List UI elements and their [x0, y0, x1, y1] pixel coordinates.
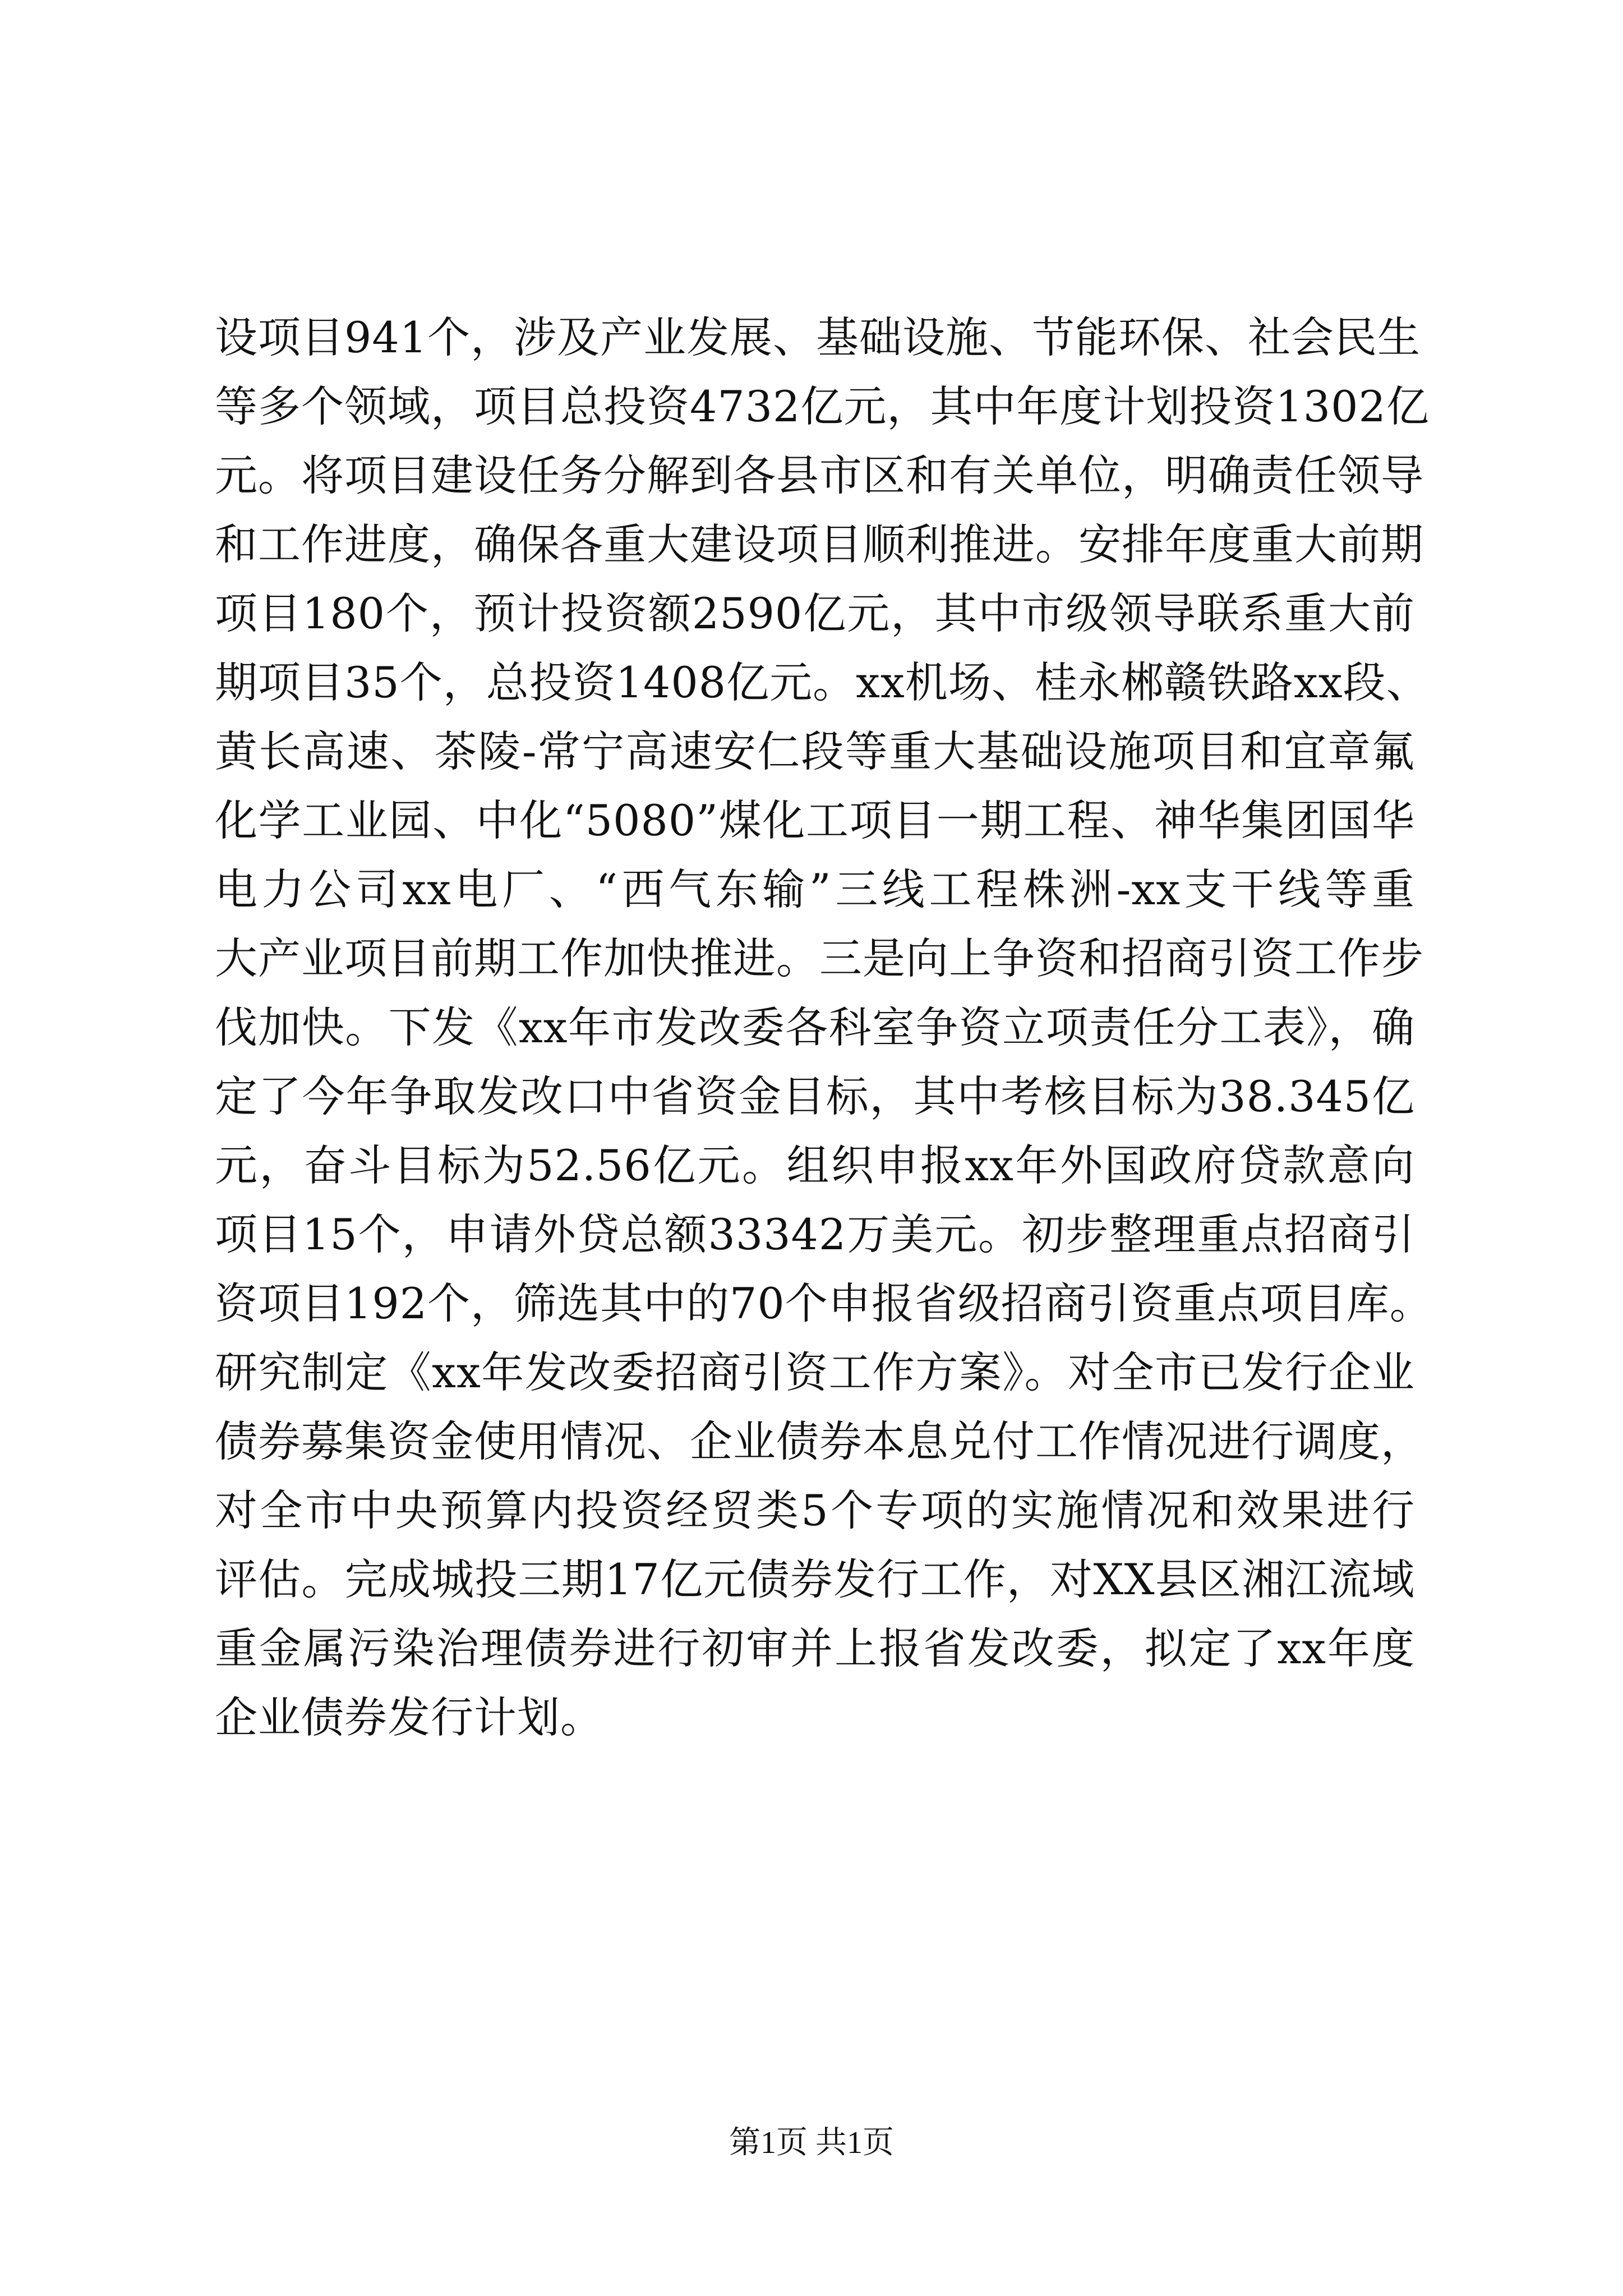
text-line: 项目15个，申请外贷总额33342万美元。初步整理重点招商引	[215, 1209, 1415, 1259]
text-line: 大产业项目前期工作加快推进。三是向上争资和招商引资工作步	[215, 933, 1424, 983]
text-line: 电力公司xx电厂、“西气东输”三线工程株洲-xx支干线等重	[215, 864, 1415, 914]
text-line: 重金属污染治理债券进行初审并上报省发改委，拟定了xx年度	[215, 1623, 1415, 1673]
text-line: 和工作进度，确保各重大建设项目顺利推进。安排年度重大前期	[215, 519, 1424, 569]
text-line: 设项目941个，涉及产业发展、基础设施、节能环保、社会民生	[215, 312, 1421, 362]
text-line: 研究制定《xx年发改委招商引资工作方案》。对全市已发行企业	[215, 1347, 1415, 1397]
text-line: 伐加快。下发《xx年市发改委各科室争资立项责任分工表》，确	[215, 1002, 1415, 1052]
text-line: 元。将项目建设任务分解到各县市区和有关单位，明确责任领导	[215, 450, 1424, 500]
text-line: 资项目192个，筛选其中的70个申报省级招商引资重点项目库。	[215, 1278, 1433, 1328]
text-line: 黄长高速、茶陵-常宁高速安仁段等重大基础设施项目和宜章氟	[215, 726, 1415, 776]
text-line: 对全市中央预算内投资经贸类5个专项的实施情况和效果进行	[215, 1485, 1415, 1535]
text-line: 化学工业园、中化“5080”煤化工项目一期工程、神华集团国华	[215, 795, 1415, 845]
text-line: 项目180个，预计投资额2590亿元，其中市级领导联系重大前	[215, 588, 1415, 638]
text-line: 债券募集资金使用情况、企业债券本息兑付工作情况进行调度，	[215, 1416, 1424, 1466]
text-line: 企业债券发行计划。	[215, 1692, 603, 1742]
page-number-footer: 第1页 共1页	[729, 2125, 894, 2160]
text-line: 定了今年争取发改口中省资金目标，其中考核目标为38.345亿	[215, 1071, 1415, 1121]
body-paragraph	[215, 303, 1433, 1752]
text-line: 评估。完成城投三期17亿元债券发行工作，对XX县区湘江流域	[215, 1554, 1415, 1604]
text-line: 期项目35个，总投资1408亿元。xx机场、桂永郴赣铁路xx段、	[215, 657, 1430, 707]
text-line: 元，奋斗目标为52.56亿元。组织申报xx年外国政府贷款意向	[215, 1140, 1415, 1190]
text-line: 等多个领域，项目总投资4732亿元，其中年度计划投资1302亿	[215, 381, 1430, 431]
